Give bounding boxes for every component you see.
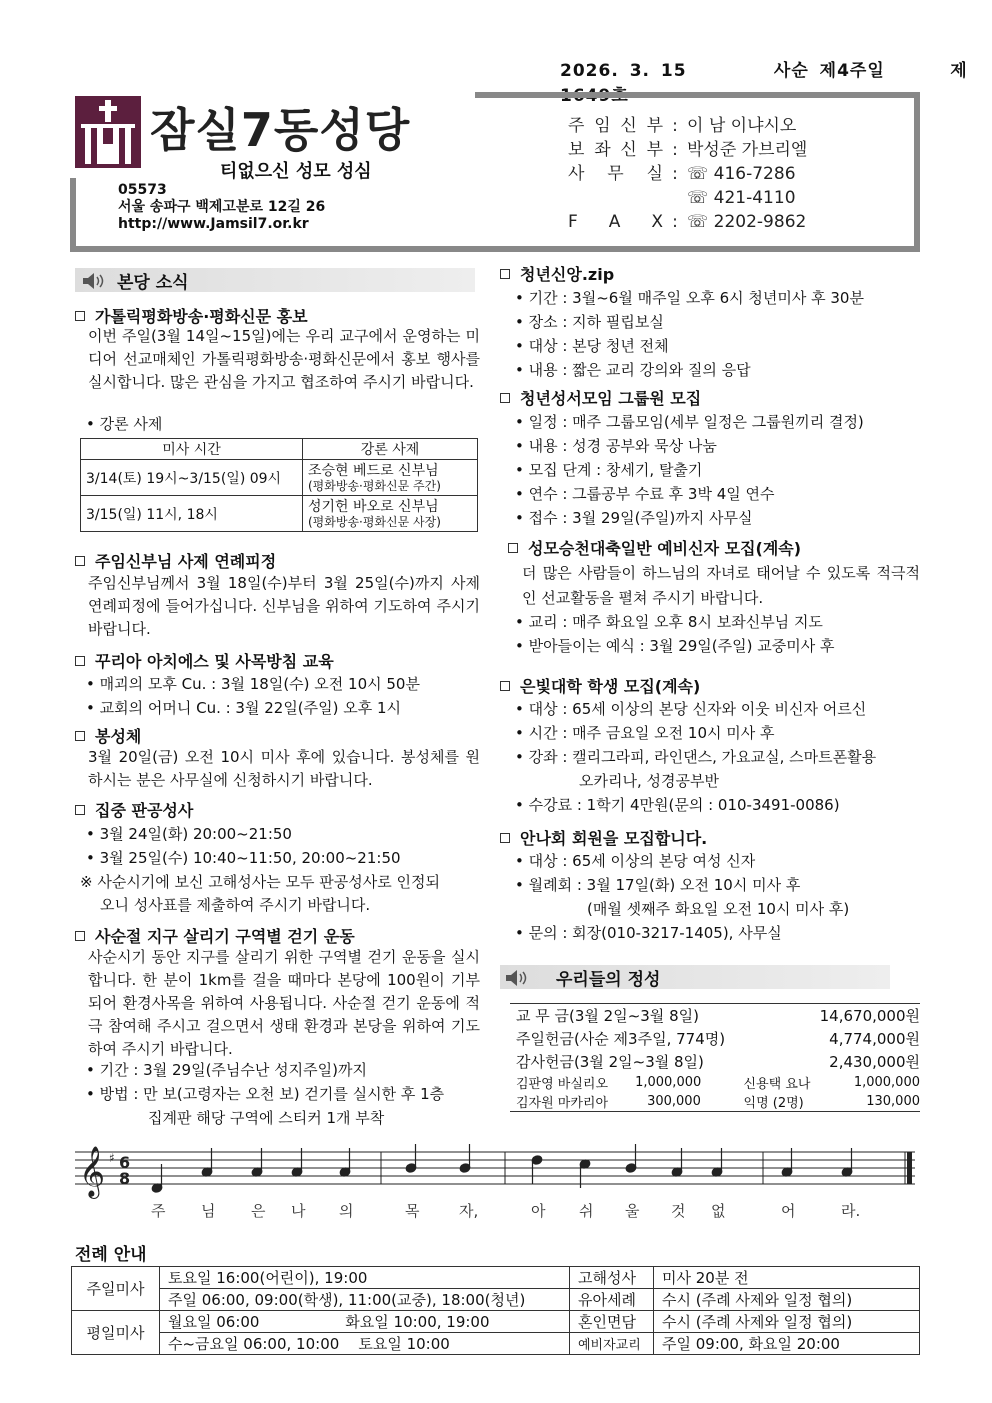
staff-value: ☏ 421-4110 xyxy=(687,188,796,208)
time-signature-bottom: 8 xyxy=(119,1169,131,1188)
list-item: • 대상 : 65세 이상의 본당 여성 신자 xyxy=(515,852,756,870)
hymn-music-staff xyxy=(75,1140,915,1220)
svg-text:♯: ♯ xyxy=(109,1151,115,1165)
list-item: • 교리 : 매주 화요일 오후 8시 보좌신부님 지도 xyxy=(515,613,823,631)
lyric-syllable: 것 xyxy=(671,1202,686,1220)
section-header-offerings xyxy=(500,965,890,989)
list-item-continued: 오카리나, 성경공부반 xyxy=(579,772,719,790)
note-line: ※ 사순시기에 보신 고해성사는 모두 판공성사로 인정되 xyxy=(80,873,440,891)
news-heading-youth-faith: 청년신앙.zip xyxy=(500,262,614,285)
lyric-syllable: 목 xyxy=(405,1202,420,1220)
list-item: • 강론 사제 xyxy=(86,415,163,433)
checkbox-bullet-icon xyxy=(75,556,85,566)
news-heading-anna-society: 안나회 회원을 모집합니다. xyxy=(500,826,707,849)
bible-group-list xyxy=(515,410,864,530)
homily-priest-table xyxy=(80,438,478,532)
news-body-cpbc: 이번 주일(3월 14일~15일)에는 우리 교구에서 운영하는 미디어 선교매체인 가톨릭평화방송·평화신문에서 홍보 행사를 실시합니다. 많은 관심을 가지고 협조하여 주시기 바랍니다. xyxy=(88,327,480,391)
table-row: 주일 06:00, 09:00(학생), 11:00(교중), 18:00(청년) 유아세례 수시 (주례 사제와 일정 협의) xyxy=(72,1289,920,1311)
donor-row: 김판영 바실리오 1,000,000 신용택 요나 1,000,000 xyxy=(516,1075,920,1092)
list-item: • 문의 : 회장(010-3217-1405), 사무실 xyxy=(515,924,782,942)
table-row: 평일미사 월요일 06:00 화요일 10:00, 19:00 혼인면담 수시 (주례 사제와 일정 협의) xyxy=(72,1311,920,1333)
lyric-syllable: 자, xyxy=(459,1202,479,1220)
staff-value: ☏ 2202-9862 xyxy=(687,212,807,232)
youth-faith-list xyxy=(515,286,864,382)
staff-contacts xyxy=(568,114,807,234)
checkbox-bullet-icon xyxy=(500,833,510,843)
news-heading-catechumen: 성모승천대축일반 예비신자 모집(계속) xyxy=(508,536,801,559)
offering-row: 감사헌금(3월 2일∼3월 8일) 2,430,000원 xyxy=(516,1053,920,1071)
website-link[interactable]: http://www.Jamsil7.or.kr xyxy=(118,216,309,232)
liturgical-season: 사순 제4주일 xyxy=(773,61,885,81)
table-header: 미사 시간 xyxy=(81,439,303,460)
issue-date: 2026. 3. 15 xyxy=(560,61,687,81)
offerings-table xyxy=(510,1003,920,1112)
address-block xyxy=(118,182,325,233)
list-item: • 기간 : 3월 29일(주님수난 성지주일)까지 xyxy=(86,1061,367,1079)
list-item: • 기간 : 3월~6월 매주일 오후 6시 청년미사 후 30분 xyxy=(515,289,864,307)
table-row: 수~금요일 06:00, 10:00 토요일 10:00 예비자교리 주일 09:00, 화요일 20:00 xyxy=(72,1333,920,1355)
lyric-syllable: 울 xyxy=(625,1202,640,1220)
checkbox-bullet-icon xyxy=(500,681,510,691)
table-row: 주일미사 토요일 16:00(어린이), 19:00 고해성사 미사 20분 전 xyxy=(72,1267,920,1289)
news-heading-confession: 집중 판공성사 xyxy=(75,798,193,821)
lyric-syllable: 주 xyxy=(151,1202,166,1220)
list-item-continued: (매월 셋째주 화요일 오전 10시 미사 후) xyxy=(587,900,850,918)
liturgy-heading: 전례 안내 xyxy=(75,1245,147,1265)
time-signature-top: 6 xyxy=(119,1153,131,1172)
list-item: • 강좌 : 캘리그라피, 라인댄스, 가요교실, 스마트폰활용 xyxy=(515,748,877,766)
lyric-syllable: 아 xyxy=(531,1202,546,1220)
staff-row: F A X : ☏ 2202-9862 xyxy=(568,212,807,232)
lyric-syllable: 쉬 xyxy=(579,1202,594,1220)
table-cell: 조승현 베드로 신부님 (평화방송·평화신문 주간) xyxy=(303,460,478,496)
list-item: • 대상 : 65세 이상의 본당 신자와 이웃 비신자 어르신 xyxy=(515,700,867,718)
list-item: • 모집 단계 : 창세기, 탈출기 xyxy=(515,461,703,479)
news-heading-bible-group: 청년성서모임 그룹원 모집 xyxy=(500,386,701,409)
table-header: 강론 사제 xyxy=(303,439,478,460)
list-item: • 수강료 : 1학기 4만원(문의 : 010-3491-0086) xyxy=(515,796,840,814)
news-heading-curia: 꾸리아 아치에스 및 사목방침 교육 xyxy=(75,649,334,672)
lyric-syllable: 라. xyxy=(841,1202,861,1220)
staff-value: 이 남 이냐시오 xyxy=(687,116,797,136)
postal-code: 05573 xyxy=(118,182,167,198)
offering-row: 교 무 금(3월 2일∼3월 8일) 14,670,000원 xyxy=(516,1007,920,1025)
list-item: • 연수 : 그룹공부 수료 후 3박 4일 연수 xyxy=(515,485,775,503)
silver-college-list xyxy=(515,697,876,817)
music-notation xyxy=(75,1140,915,1204)
list-item: • 교회의 어머니 Cu. : 3월 22일(주일) 오후 1시 xyxy=(86,699,402,717)
lyric-syllable: 어 xyxy=(781,1202,796,1220)
catechumen-body: 더 많은 사람들이 하느님의 자녀로 태어날 수 있도록 적극적인 선교활동을 펼쳐 주시기 바랍니다. xyxy=(522,564,920,607)
lyric-syllable: 은 xyxy=(251,1202,266,1220)
staff-value: ☏ 416-7286 xyxy=(687,164,796,184)
staff-row: 주 임 신 부 : 이 남 이냐시오 xyxy=(568,116,797,136)
donor-row: 김자원 마카리아 300,000 익명 (2명) 130,000 xyxy=(516,1094,920,1111)
list-item: • 매괴의 모후 Cu. : 3월 18일(수) 오전 10시 50분 xyxy=(86,675,420,693)
list-item: • 내용 : 짧은 교리 강의와 질의 응답 xyxy=(515,361,751,379)
section-header-parish-news xyxy=(75,268,475,292)
news-heading-walking: 사순절 지구 살리기 구역별 걷기 운동 xyxy=(75,924,355,947)
checkbox-bullet-icon xyxy=(75,656,85,666)
list-item: • 일정 : 매주 그룹모임(세부 일정은 그룹원끼리 결정) xyxy=(515,413,864,431)
section-title: 본당 소식 xyxy=(117,272,189,293)
staff-row: 사 무 실 : ☏ 416-7286 xyxy=(568,164,796,184)
checkbox-bullet-icon xyxy=(75,931,85,941)
news-body-communion: 3월 20일(금) 오전 10시 미사 후에 있습니다. 봉성체를 원하시는 분은 사무실에 신청하시기 바랍니다. xyxy=(88,748,480,789)
section-title: 우리들의 정성 xyxy=(556,969,661,990)
checkbox-bullet-icon xyxy=(75,805,85,815)
checkbox-bullet-icon xyxy=(75,311,85,321)
church-logo-icon xyxy=(75,96,141,168)
offering-row: 주일헌금(사순 제3주일, 774명) 4,774,000원 xyxy=(516,1030,920,1048)
table-cell: 성기헌 바오로 신부님 (평화방송·평화신문 사장) xyxy=(303,496,478,532)
list-item: • 접수 : 3월 29일(주일)까지 사무실 xyxy=(515,509,753,527)
speaker-icon xyxy=(504,969,534,987)
list-item: • 대상 : 본당 청년 전체 xyxy=(515,337,669,355)
checkbox-bullet-icon xyxy=(500,269,510,279)
catechumen-list xyxy=(515,610,834,658)
lyric-syllable: 님 xyxy=(201,1202,216,1220)
news-body-walking: 사순시기 동안 지구를 살리기 위한 구역별 걷기 운동을 실시합니다. 한 분이 1km를 걸을 때마다 본당에 100원이 기부되어 환경사목을 위하여 사용됩니다. 사순절 걷기 운동에 적극 참여해 주시고 걸으면서 생태 환경과 본당을 위하여 기도하여 주시기 바랍니다. xyxy=(88,948,480,1058)
header-left-bar xyxy=(70,178,76,252)
staff-row: 보 좌 신 부 : 박성준 가브리엘 xyxy=(568,140,808,160)
list-item: • 3월 24일(화) 20:00~21:50 xyxy=(86,825,292,843)
checkbox-bullet-icon xyxy=(75,731,85,741)
staff-row xyxy=(568,186,807,210)
checkbox-bullet-icon xyxy=(508,543,518,553)
news-heading-silver-college: 은빛대학 학생 모집(계속) xyxy=(500,674,700,697)
lyric-syllable: 나 xyxy=(291,1202,306,1220)
speaker-icon xyxy=(81,272,111,290)
list-item: • 받아들이는 예식 : 3월 29일(주일) 교중미사 후 xyxy=(515,637,835,655)
checkbox-bullet-icon xyxy=(500,393,510,403)
address: 서울 송파구 백제고분로 12길 26 xyxy=(118,199,326,215)
parish-subtitle: 티없으신 성모 성심 xyxy=(220,161,372,182)
list-item: • 방법 : 만 보(고령자는 오천 보) 걷기를 실시한 후 1층 xyxy=(86,1085,445,1103)
lyric-syllable: 의 xyxy=(339,1202,354,1220)
list-item: • 장소 : 지하 필립보실 xyxy=(515,313,664,331)
staff-value: 박성준 가브리엘 xyxy=(687,140,808,160)
list-item: • 시간 : 매주 금요일 오전 10시 미사 후 xyxy=(515,724,775,742)
list-item-continued: 집계판 해당 구역에 스티커 1개 부착 xyxy=(148,1109,385,1127)
list-item: • 월례회 : 3월 17일(화) 오전 10시 미사 후 xyxy=(515,876,801,894)
list-item: • 3월 25일(수) 10:40~11:50, 20:00~21:50 xyxy=(86,849,401,867)
treble-clef-icon: 𝄞 xyxy=(79,1146,106,1197)
table-cell: 3/15(일) 11시, 18시 xyxy=(81,496,303,532)
liturgy-schedule-table xyxy=(71,1266,920,1355)
parish-title: 잠실7동성당 xyxy=(150,103,411,157)
table-cell: 3/14(토) 19시~3/15(일) 09시 xyxy=(81,460,303,496)
note-line: 오니 성사표를 제출하여 주시기 바랍니다. xyxy=(100,896,371,914)
news-heading-cpbc: 가톨릭평화방송·평화신문 홍보 xyxy=(75,304,308,327)
news-heading-communion: 봉성체 xyxy=(75,724,141,747)
news-body-retreat: 주임신부님께서 3월 18일(수)부터 3월 25일(수)까지 사제 연례피정에 들어가십니다. 신부님을 위하여 기도하여 주시기 바랍니다. xyxy=(88,574,480,638)
anna-society-list xyxy=(515,849,849,945)
issue-number: 제1649호 xyxy=(560,61,968,106)
news-heading-retreat: 주임신부님 사제 연례피정 xyxy=(75,549,276,572)
list-item: • 내용 : 성경 공부와 묵상 나눔 xyxy=(515,437,717,455)
lyric-syllable: 없 xyxy=(711,1202,726,1220)
